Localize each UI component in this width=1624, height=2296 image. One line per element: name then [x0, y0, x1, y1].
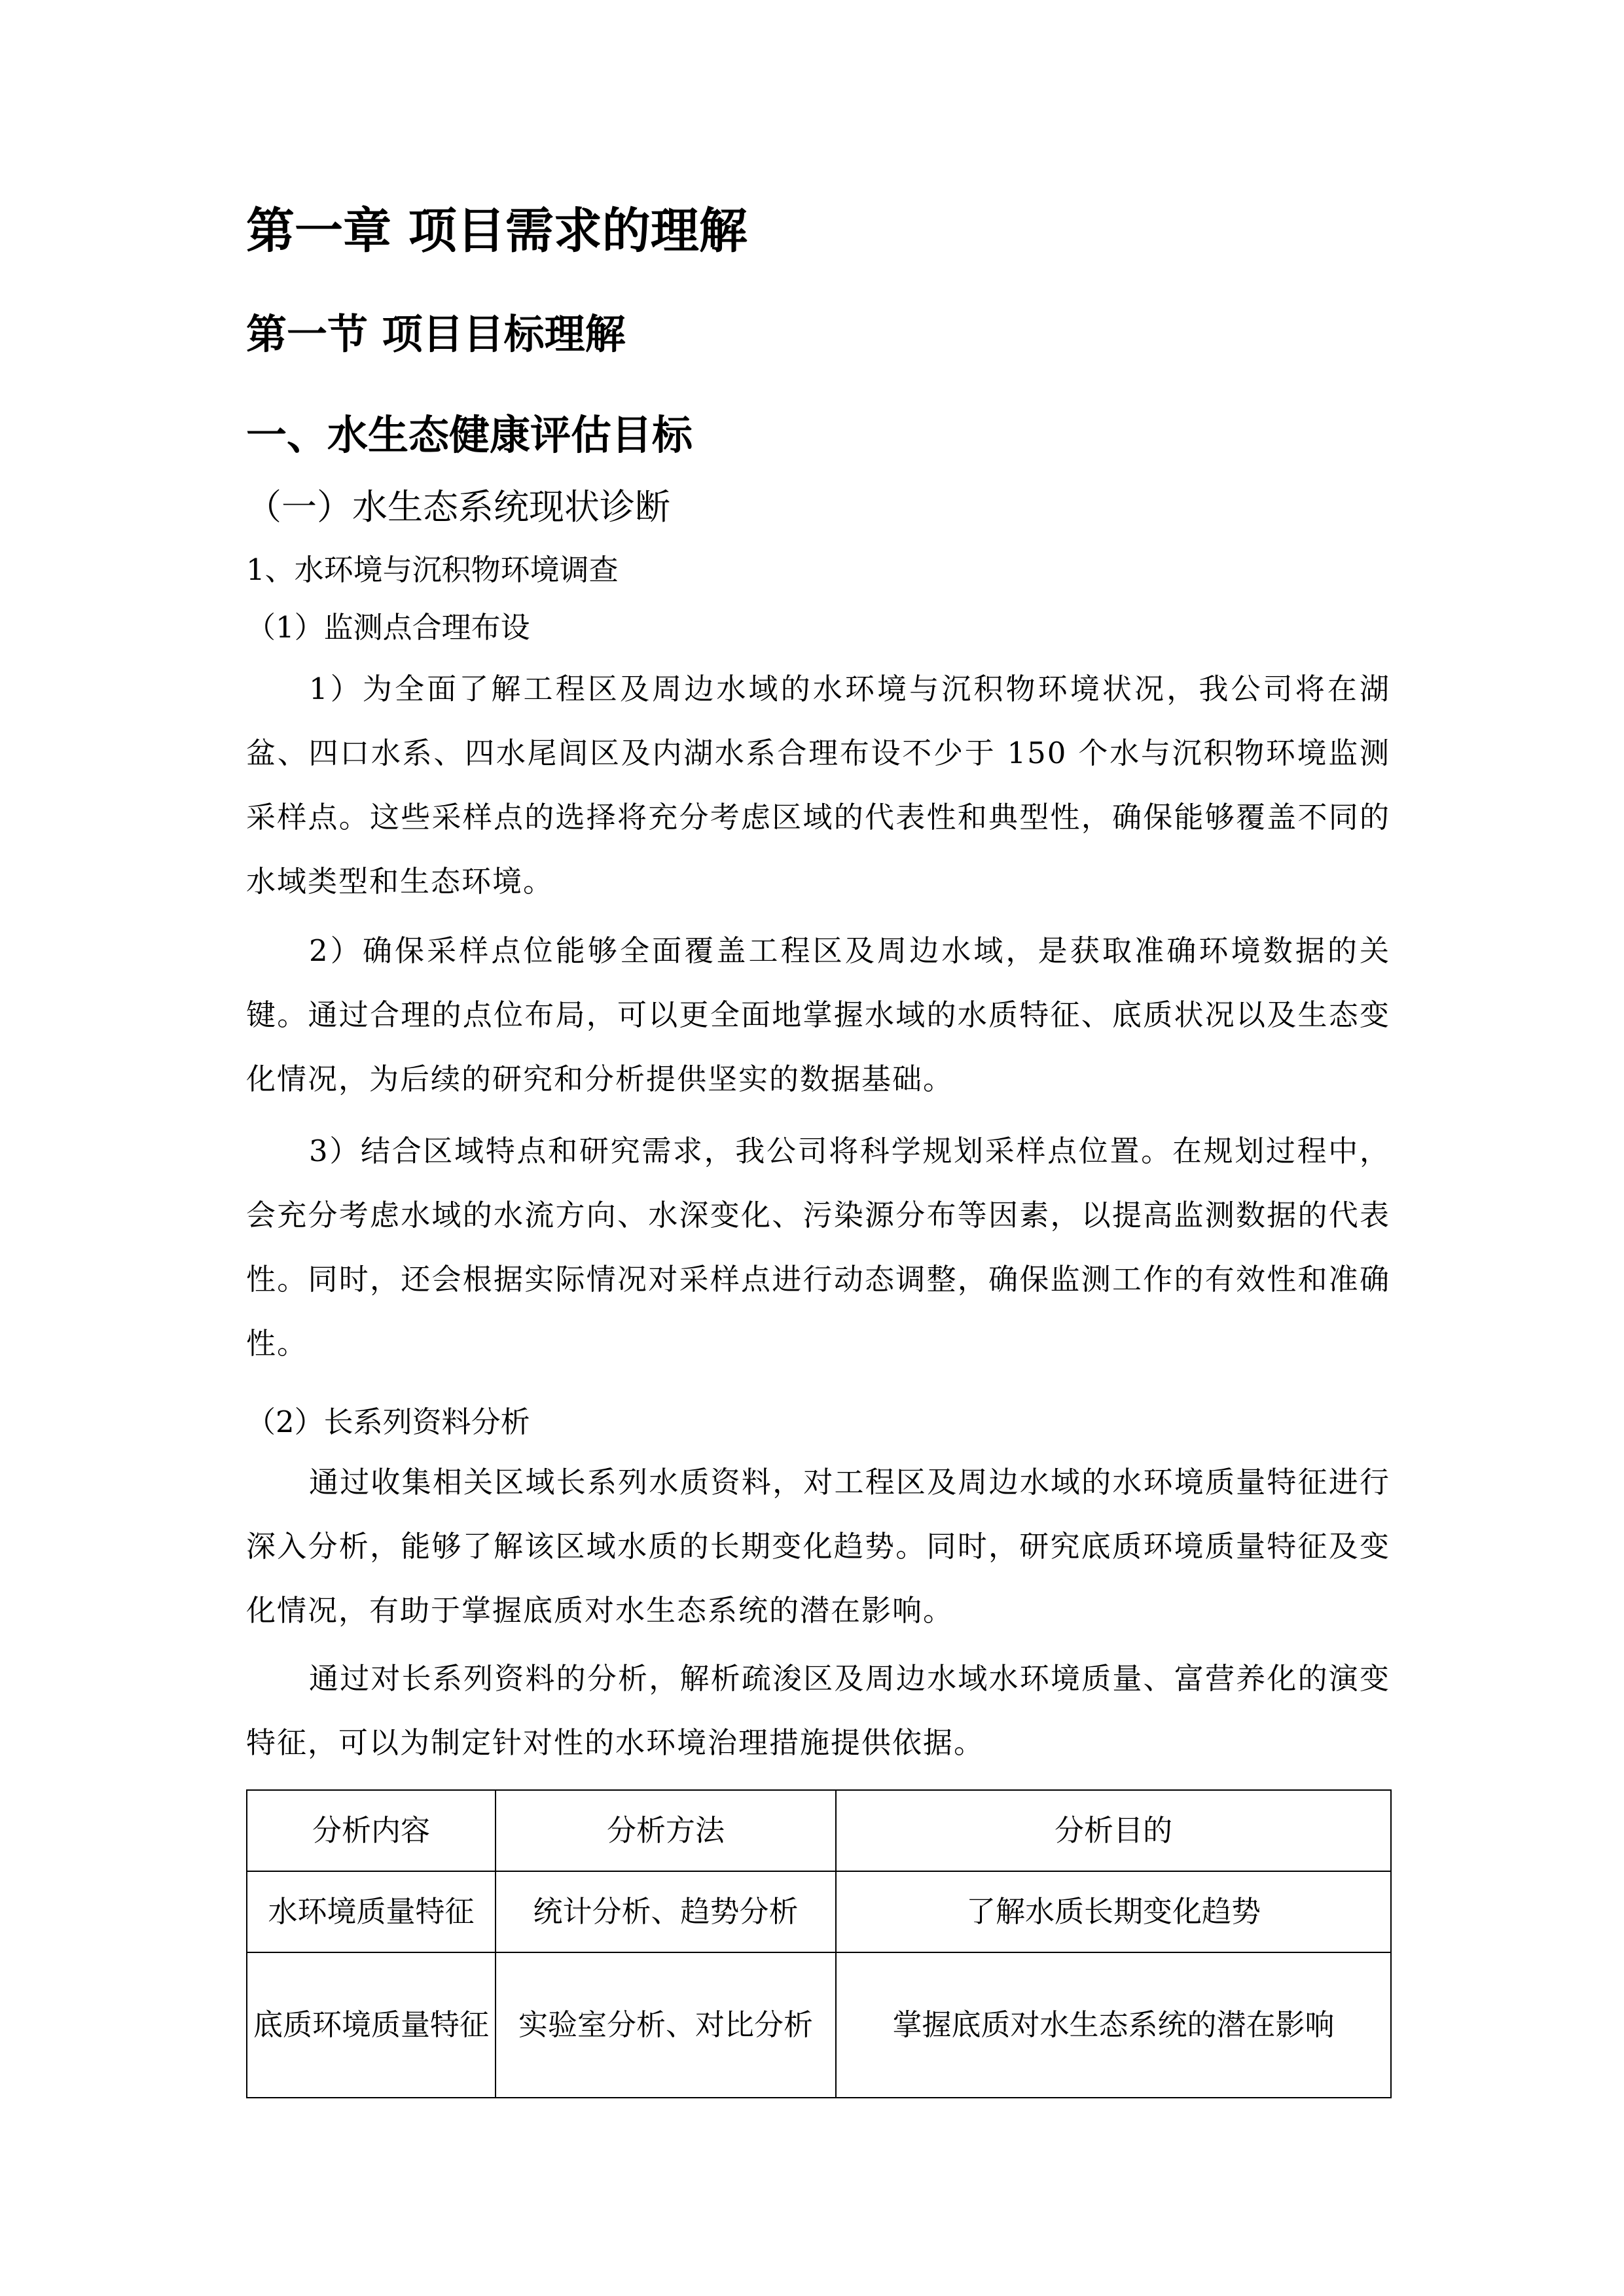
paragraph-3: 3）结合区域特点和研究需求，我公司将科学规划采样点位置。在规划过程中，会充分考虑水域的水流方向、水深变化、污染源分布等因素，以提高监测数据的代表性。同时，还会根据实际情况对采样点进行动态调整，确保监测工作的有效性和准确性。: [246, 1134, 1390, 1361]
table-cell: 底质环境质量特征: [247, 1952, 496, 2098]
heading-level-1: 一、水生态健康评估目标: [246, 411, 693, 459]
heading-long-series-analysis: （2）长系列资料分析: [246, 1405, 530, 1439]
paragraph-5: 通过对长系列资料的分析，解析疏浚区及周边水域水环境质量、富营养化的演变特征，可以为制定针对性的水环境治理措施提供依据。: [246, 1661, 1390, 1760]
analysis-table: [246, 1789, 1392, 2098]
table-header-row: [247, 1790, 1391, 1871]
paragraph-2: 2）确保采样点位能够全面覆盖工程区及周边水域，是获取准确环境数据的关键。通过合理的点位布局，可以更全面地掌握水域的水质特征、底质状况以及生态变化情况，为后续的研究和分析提供坚实的数据基础。: [246, 933, 1390, 1096]
table-header-cell: 分析内容: [247, 1790, 496, 1871]
table-cell: 水环境质量特征: [247, 1871, 496, 1952]
table-row: [247, 1871, 1391, 1952]
table-cell: 了解水质长期变化趋势: [836, 1871, 1391, 1952]
table-cell: 实验室分析、对比分析: [496, 1952, 836, 2098]
table-cell: 掌握底质对水生态系统的潜在影响: [836, 1952, 1391, 2098]
table-header-cell: 分析目的: [836, 1790, 1391, 1871]
heading-level-2: （一）水生态系统现状诊断: [246, 486, 670, 528]
chapter-title: 第一章 项目需求的理解: [246, 203, 748, 259]
paragraph-4: 通过收集相关区域长系列水质资料，对工程区及周边水域的水环境质量特征进行深入分析，能够了解该区域水质的长期变化趋势。同时，研究底质环境质量特征及变化情况，有助于掌握底质对水生态系统的潜在影响。: [246, 1465, 1390, 1628]
table-row: [247, 1952, 1391, 2098]
table-header-cell: 分析方法: [496, 1790, 836, 1871]
section-title: 第一节 项目目标理解: [246, 310, 626, 358]
heading-monitoring-points: （1）监测点合理布设: [246, 610, 530, 645]
table-cell: 统计分析、趋势分析: [496, 1871, 836, 1952]
paragraph-1: 1）为全面了解工程区及周边水域的水环境与沉积物环境状况，我公司将在湖盆、四口水系、四水尾闾区及内湖水系合理布设不少于 150 个水与沉积物环境监测采样点。这些采样点的选择将充分考虑区域的代表性和典型性，确保能够覆盖不同的水域类型和生态环境。: [246, 672, 1390, 899]
heading-level-3: 1、水环境与沉积物环境调查: [246, 552, 619, 587]
